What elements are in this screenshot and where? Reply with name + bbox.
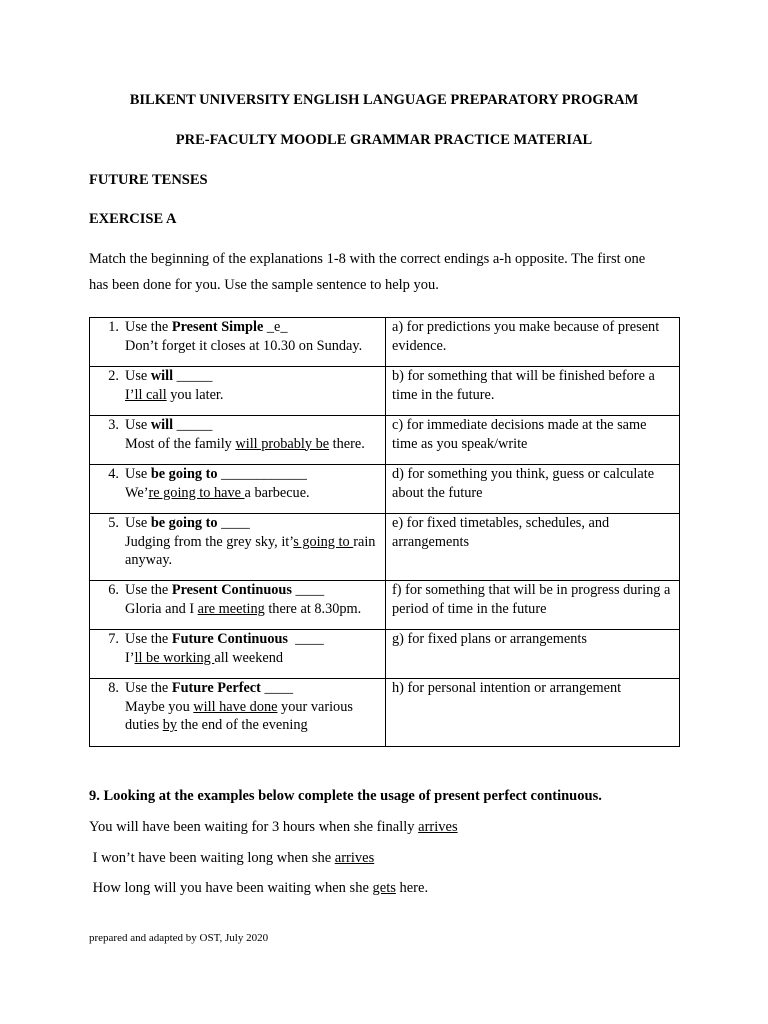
- sample-sentence: Gloria and I are meeting there at 8.30pm.: [125, 600, 362, 617]
- tense-name: Present Continuous: [171, 582, 292, 598]
- item-number: 7.: [108, 631, 119, 647]
- table-row: [90, 679, 680, 747]
- item-number: 6.: [108, 582, 119, 598]
- item-number: 2.: [108, 368, 119, 384]
- item-number: 8.: [108, 680, 119, 696]
- answer-blank: _____: [173, 368, 213, 384]
- tense-name: be going to: [150, 466, 218, 482]
- ending-cell: g) for fixed plans or arrangements: [386, 630, 680, 679]
- ending-cell: a) for predictions you make because of present evidence.: [386, 318, 680, 367]
- example-sentence-3: How long will you have been waiting when she gets here.: [89, 880, 429, 896]
- table-row: [90, 367, 680, 416]
- table-row: [90, 465, 680, 514]
- usage-line: Use the Present Continuous ____: [125, 582, 325, 598]
- answer-blank: _e_: [263, 319, 288, 335]
- table-row: [90, 630, 680, 679]
- usage-line: Use be going to ____________: [125, 466, 307, 482]
- sample-sentence: Maybe you will have done your various duties by the end of the evening: [125, 698, 353, 733]
- answer-blank: _____: [173, 417, 213, 433]
- tense-name: will: [150, 417, 174, 433]
- ending-cell: d) for something you think, guess or calculate about the future: [386, 465, 680, 514]
- sample-sentence: Judging from the grey sky, it’s going to rain anyway.: [125, 533, 376, 568]
- explanation-cell: [90, 465, 386, 514]
- usage-line: Use will _____: [125, 368, 213, 384]
- instructions-line-1: Match the beginning of the explanations 1-8 with the correct endings a-h opposite. The first one: [89, 251, 646, 267]
- exercise-heading: EXERCISE A: [89, 211, 177, 227]
- table-row: [90, 318, 680, 367]
- answer-blank: ____: [260, 680, 294, 696]
- tense-name: will: [150, 368, 174, 384]
- section-heading: FUTURE TENSES: [89, 172, 208, 188]
- document-subtitle: PRE-FACULTY MOODLE GRAMMAR PRACTICE MATERIAL: [175, 132, 593, 148]
- table-row: [90, 514, 680, 581]
- answer-blank: ____: [291, 582, 325, 598]
- sample-sentence: Don’t forget it closes at 10.30 on Sunday.: [125, 337, 363, 354]
- item-number: 1.: [108, 319, 119, 335]
- example-sentence-2: I won’t have been waiting long when she arrives: [89, 850, 375, 866]
- ending-cell: f) for something that will be in progress during a period of time in the future: [386, 581, 680, 630]
- sample-sentence: We’re going to have a barbecue.: [125, 484, 310, 501]
- footer-note: prepared and adapted by OST, July 2020: [89, 932, 269, 944]
- item-number: 5.: [108, 515, 119, 531]
- sample-sentence: Most of the family will probably be there.: [125, 435, 365, 452]
- question-9-heading: 9. Looking at the examples below complete the usage of present perfect continuous.: [89, 788, 602, 804]
- explanation-cell: [90, 318, 386, 367]
- explanation-cell: [90, 514, 386, 581]
- sample-sentence: I’ll be working all weekend: [125, 649, 284, 666]
- item-number: 3.: [108, 417, 119, 433]
- ending-cell: c) for immediate decisions made at the same time as you speak/write: [386, 416, 680, 465]
- table-row: [90, 581, 680, 630]
- instructions: [89, 247, 689, 298]
- usage-line: Use the Future Perfect ____: [125, 680, 294, 696]
- explanation-cell: [90, 367, 386, 416]
- ending-cell: h) for personal intention or arrangement: [386, 679, 680, 747]
- example-sentence-1: You will have been waiting for 3 hours when she finally arrives: [89, 819, 458, 835]
- item-number: 4.: [108, 466, 119, 482]
- sample-sentence: I’ll call you later.: [125, 386, 224, 403]
- usage-line: Use be going to ____: [125, 515, 250, 531]
- tense-name: be going to: [150, 515, 218, 531]
- explanation-cell: [90, 581, 386, 630]
- ending-cell: e) for fixed timetables, schedules, and arrangements: [386, 514, 680, 581]
- explanation-cell: [90, 679, 386, 747]
- matching-table: [89, 317, 680, 747]
- usage-line: Use the Present Simple _e_: [125, 319, 288, 335]
- usage-line: Use the Future Continuous ____: [125, 631, 324, 647]
- explanation-cell: [90, 416, 386, 465]
- usage-line: Use will _____: [125, 417, 213, 433]
- answer-blank: ____________: [217, 466, 307, 482]
- answer-blank: ____: [217, 515, 250, 531]
- ending-cell: b) for something that will be finished before a time in the future.: [386, 367, 680, 416]
- explanation-cell: [90, 630, 386, 679]
- tense-name: Present Simple: [171, 319, 264, 335]
- document-title: BILKENT UNIVERSITY ENGLISH LANGUAGE PREPARATORY PROGRAM: [129, 92, 639, 108]
- tense-name: Future Perfect: [171, 680, 261, 696]
- instructions-line-2: has been done for you. Use the sample sentence to help you.: [89, 276, 439, 293]
- tense-name: Future Continuous: [171, 631, 288, 647]
- answer-blank: ____: [288, 631, 324, 647]
- table-row: [90, 416, 680, 465]
